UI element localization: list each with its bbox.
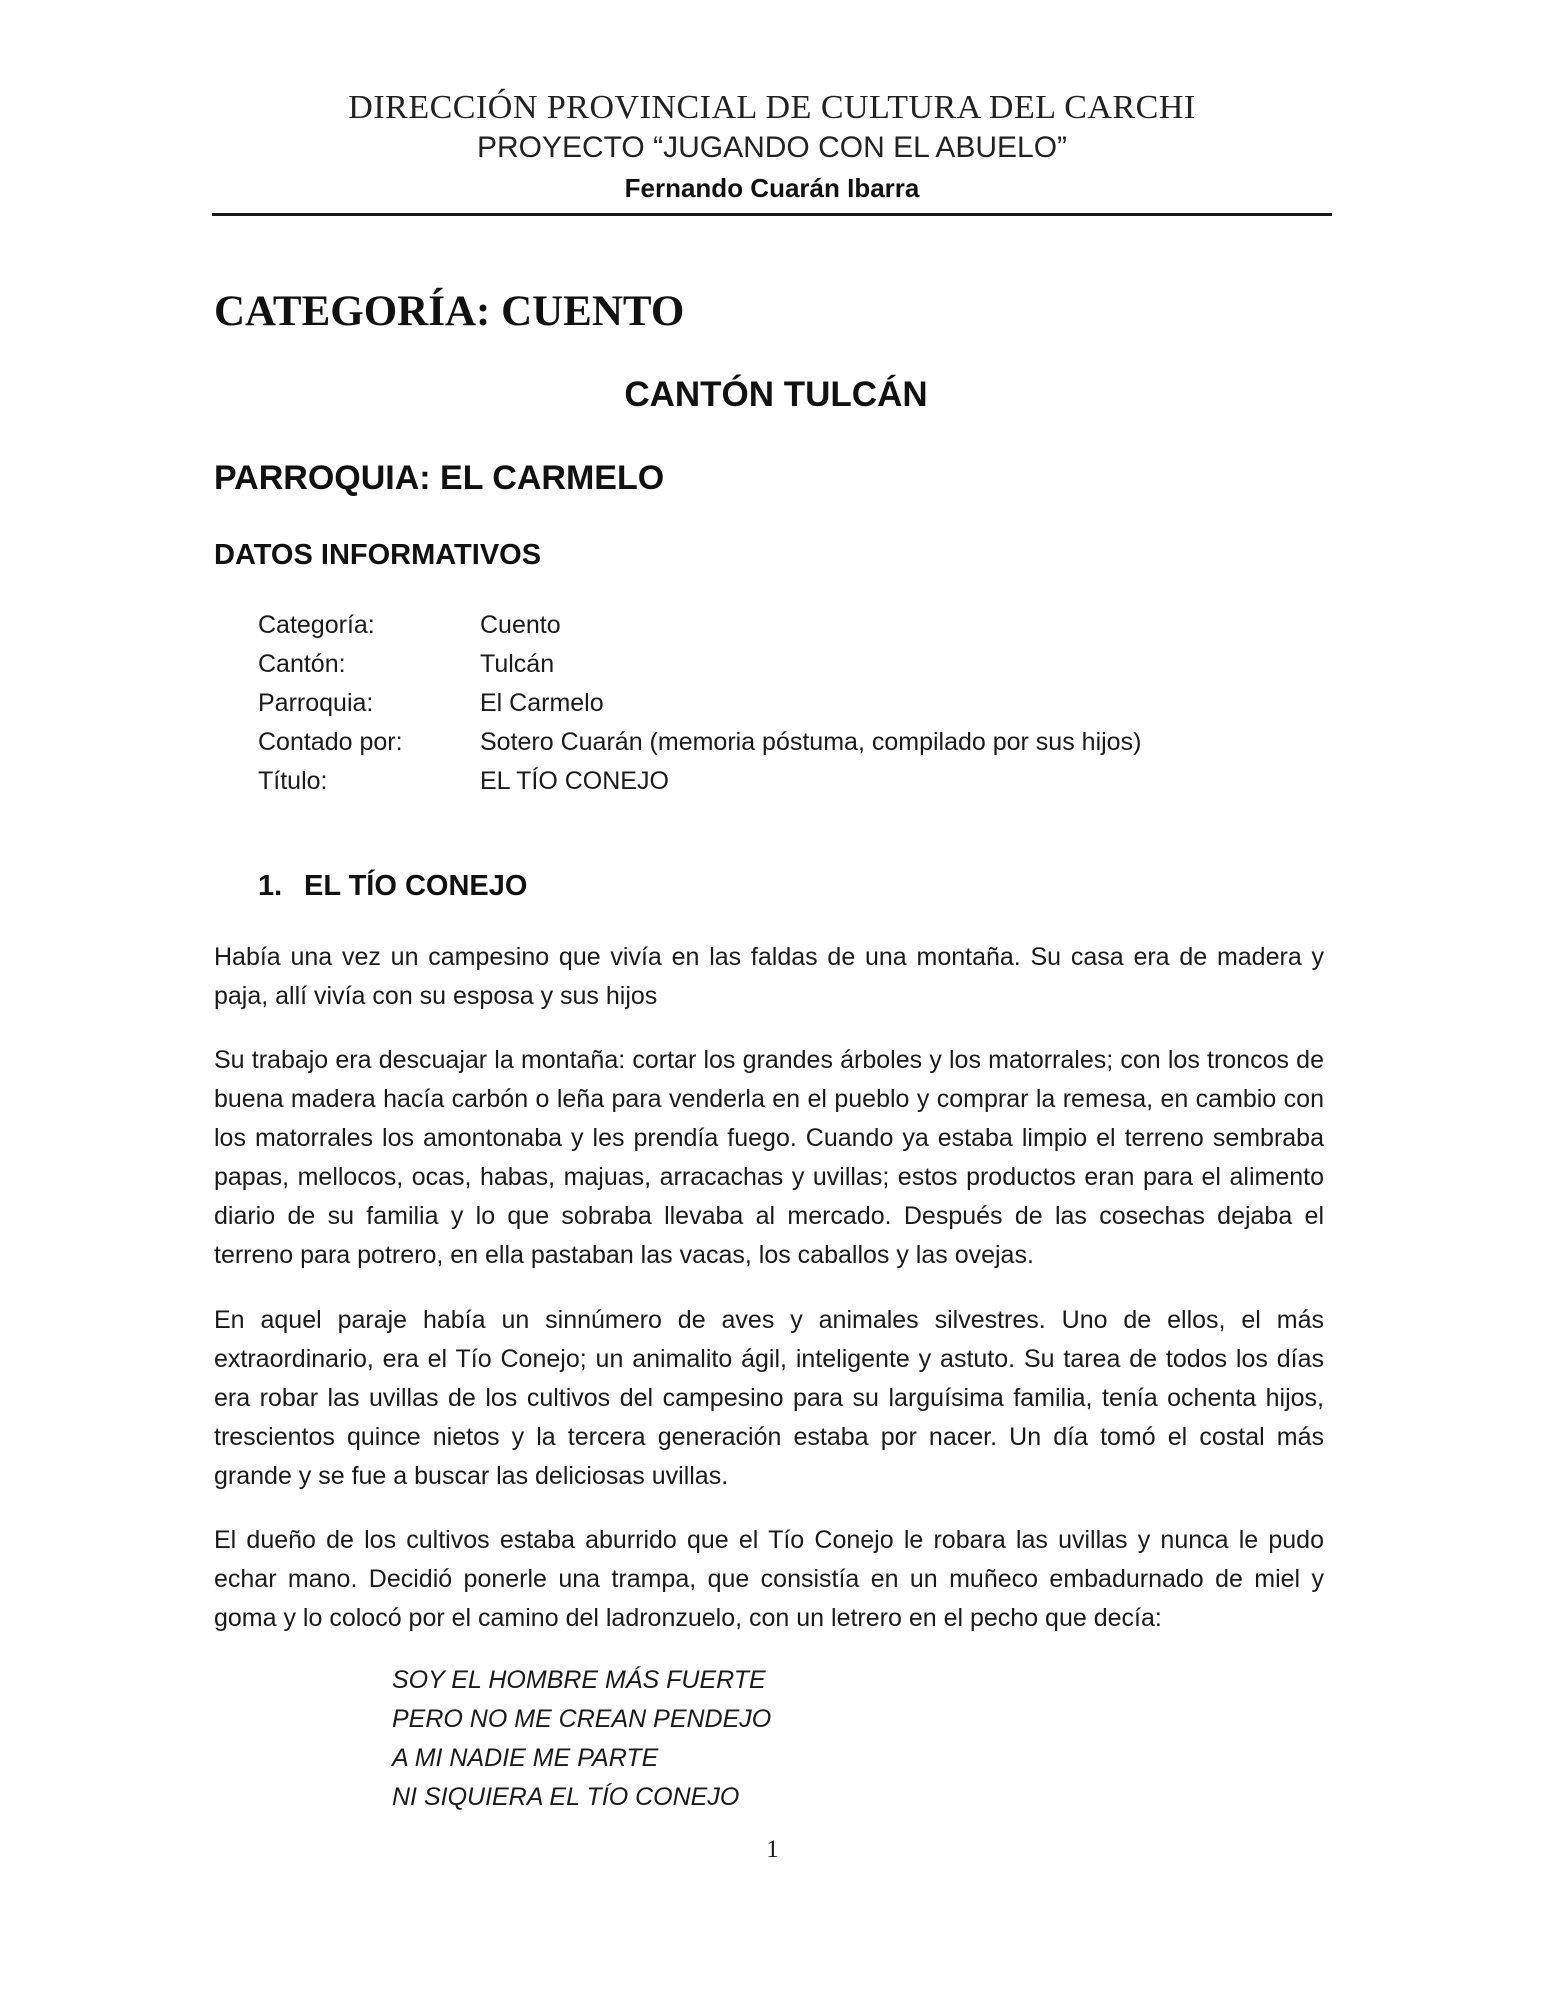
info-label: Cantón: — [258, 650, 346, 678]
category-heading: CATEGORÍA: CUENTO — [214, 288, 685, 335]
story-paragraph: Había una vez un campesino que vivía en las faldas de una montaña. Su casa era de madera y paja, allí vivía con su esposa y sus hijos — [214, 943, 1324, 1010]
info-value: Cuento — [480, 611, 561, 639]
info-row-parish — [258, 684, 1141, 723]
author-name: Fernando Cuarán Ibarra — [624, 173, 920, 203]
sign-verse — [392, 1661, 771, 1817]
info-heading: DATOS INFORMATIVOS — [214, 539, 542, 571]
info-row-category — [258, 606, 1141, 645]
info-row-narrator — [258, 723, 1141, 762]
organization-name: DIRECCIÓN PROVINCIAL DE CULTURA DEL CARCHI — [348, 89, 1196, 126]
parish-heading: PARROQUIA: EL CARMELO — [214, 459, 665, 497]
info-value: Tulcán — [480, 650, 555, 678]
info-value: Sotero Cuarán (memoria póstuma, compilado por sus hijos) — [480, 728, 1142, 756]
info-row-canton — [258, 645, 1141, 684]
header-divider — [212, 213, 1332, 216]
story-title: EL TÍO CONEJO — [304, 870, 528, 902]
story-paragraph: El dueño de los cultivos estaba aburrido que el Tío Conejo le robara las uvillas y nunca le pudo echar mano. Decidió ponerle una trampa, que consistía en un muñeco embadurnado de miel y goma y lo colocó por el camino del ladronzuelo, con un letrero en el pecho que decía: — [214, 1526, 1324, 1632]
info-value: El Carmelo — [480, 689, 604, 717]
verse-line: PERO NO ME CREAN PENDEJO — [392, 1705, 772, 1733]
info-label: Contado por: — [258, 728, 403, 756]
info-value: EL TÍO CONEJO — [480, 767, 669, 795]
info-table — [258, 606, 1141, 801]
info-label: Parroquia: — [258, 689, 374, 717]
info-label: Categoría: — [258, 611, 375, 639]
verse-line: SOY EL HOMBRE MÁS FUERTE — [392, 1666, 766, 1694]
story-heading — [258, 866, 527, 906]
verse-line: A MI NADIE ME PARTE — [392, 1744, 659, 1772]
story-paragraph: Su trabajo era descuajar la montaña: cortar los grandes árboles y los matorrales; con los troncos de buena madera hacía carbón o leña para venderla en el pueblo y comprar la remesa, en cambio con los matorrales los amontonaba y les prendía fuego. Cuando ya estaba limpio el terreno sembraba papas, mellocos, ocas, habas, majuas, arracachas y uvillas; estos productos eran para el alimento diario de su familia y lo que sobraba llevaba al mercado. Después de las cosechas dejaba el terreno para potrero, en ella pastaban las vacas, los caballos y las ovejas. — [214, 1046, 1324, 1269]
story-number: 1. — [258, 870, 283, 902]
canton-heading: CANTÓN TULCÁN — [624, 375, 928, 414]
page-header — [212, 88, 1332, 208]
info-label: Título: — [258, 767, 328, 795]
story-paragraph: En aquel paraje había un sinnúmero de aves y animales silvestres. Uno de ellos, el más extraordinario, era el Tío Conejo; un animalito ágil, inteligente y astuto. Su tarea de todos los días era robar las uvillas de los cultivos del campesino para su larguísima familia, tenía ochenta hijos, trescientos quince nietos y la tercera generación estaba por nacer. Un día tomó el costal más grande y se fue a buscar las deliciosas uvillas. — [214, 1306, 1324, 1490]
project-name: PROYECTO “JUGANDO CON EL ABUELO” — [476, 131, 1068, 164]
info-row-title — [258, 762, 1141, 801]
verse-line: NI SIQUIERA EL TÍO CONEJO — [392, 1783, 740, 1811]
page-number: 1 — [766, 1836, 779, 1863]
